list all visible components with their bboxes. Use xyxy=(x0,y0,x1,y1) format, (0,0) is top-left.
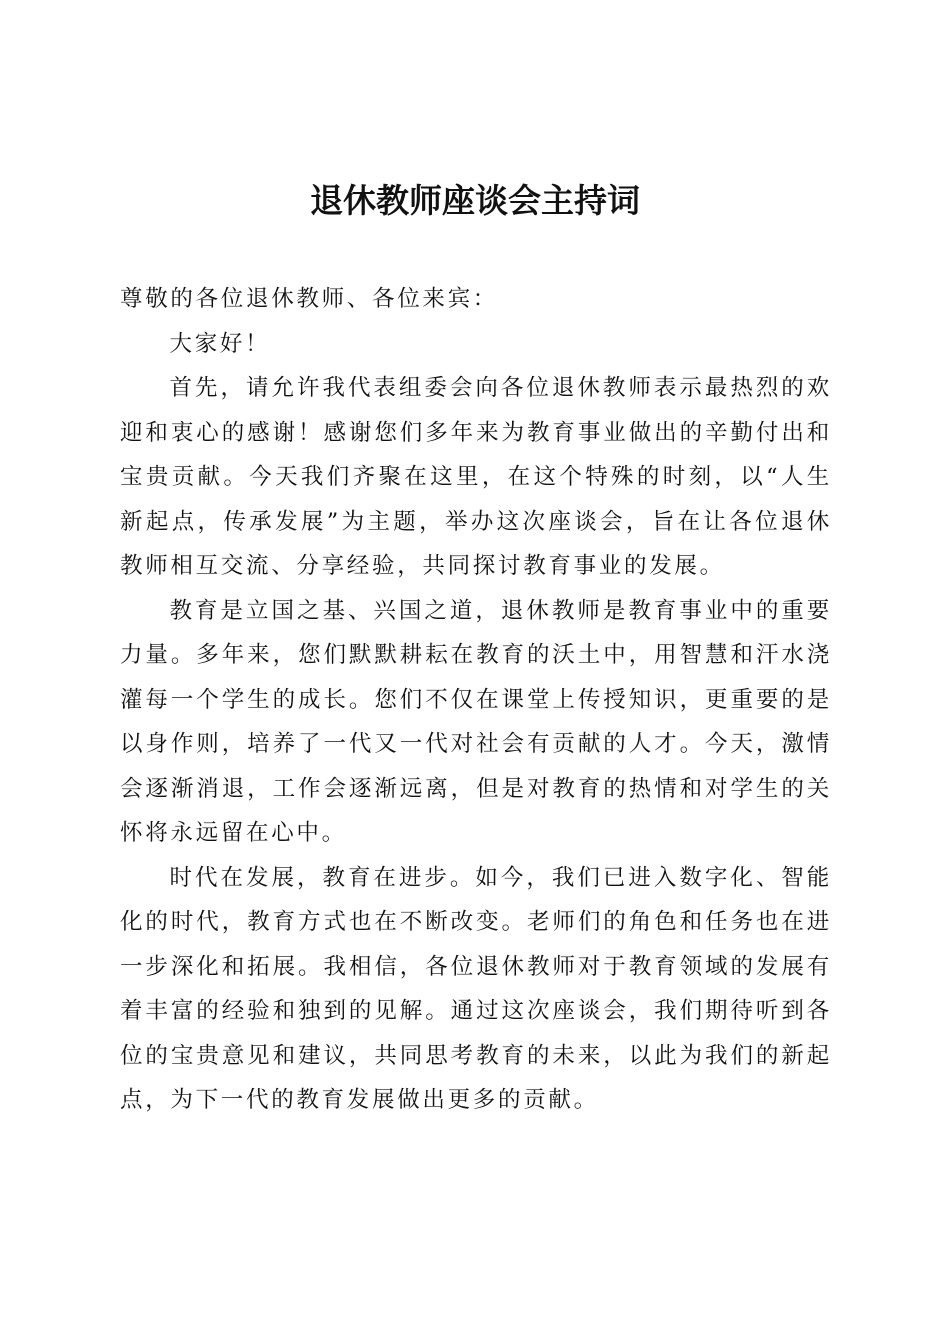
paragraph-future: 时代在发展，教育在进步。如今，我们已进入数字化、智能化的时代，教育方式也在不断改变。老师们的角色和任务也在进一步深化和拓展。我相信，各位退休教师对于教育领域的发展有着丰富的经验和独到的见解。通过这次座谈会，我们期待听到各位的宝贵意见和建议，共同思考教育的未来，以此为我们的新起点，为下一代的教育发展做出更多的贡献。 xyxy=(120,864,832,1113)
paragraph-greeting: 大家好！ xyxy=(169,330,271,357)
paragraph-welcome: 首先，请允许我代表组委会向各位退休教师表示最热烈的欢迎和衷心的感谢！感谢您们多年来为教育事业做出的辛勤付出和宝贵贡献。今天我们齐聚在这里，在这个特殊的时刻，以“人生新起点，传承发展”为主题，举办这次座谈会，旨在让各位退休教师相互交流、分享经验，共同探讨教育事业的发展。 xyxy=(120,375,832,579)
document-title: 退休教师座谈会主持词 xyxy=(310,181,640,220)
paragraph-education-role: 教育是立国之基、兴国之道，退休教师是教育事业中的重要力量。多年来，您们默默耕耘在教育的沃土中，用智慧和汗水浇灌每一个学生的成长。您们不仅在课堂上传授知识，更重要的是以身作则，培养了一代又一代对社会有贡献的人才。今天，激情会逐渐消退，工作会逐渐远离，但是对教育的热情和对学生的关怀将永远留在心中。 xyxy=(120,597,832,846)
document-body xyxy=(120,277,832,1123)
salutation: 尊敬的各位退休教师、各位来宾： xyxy=(120,286,499,312)
